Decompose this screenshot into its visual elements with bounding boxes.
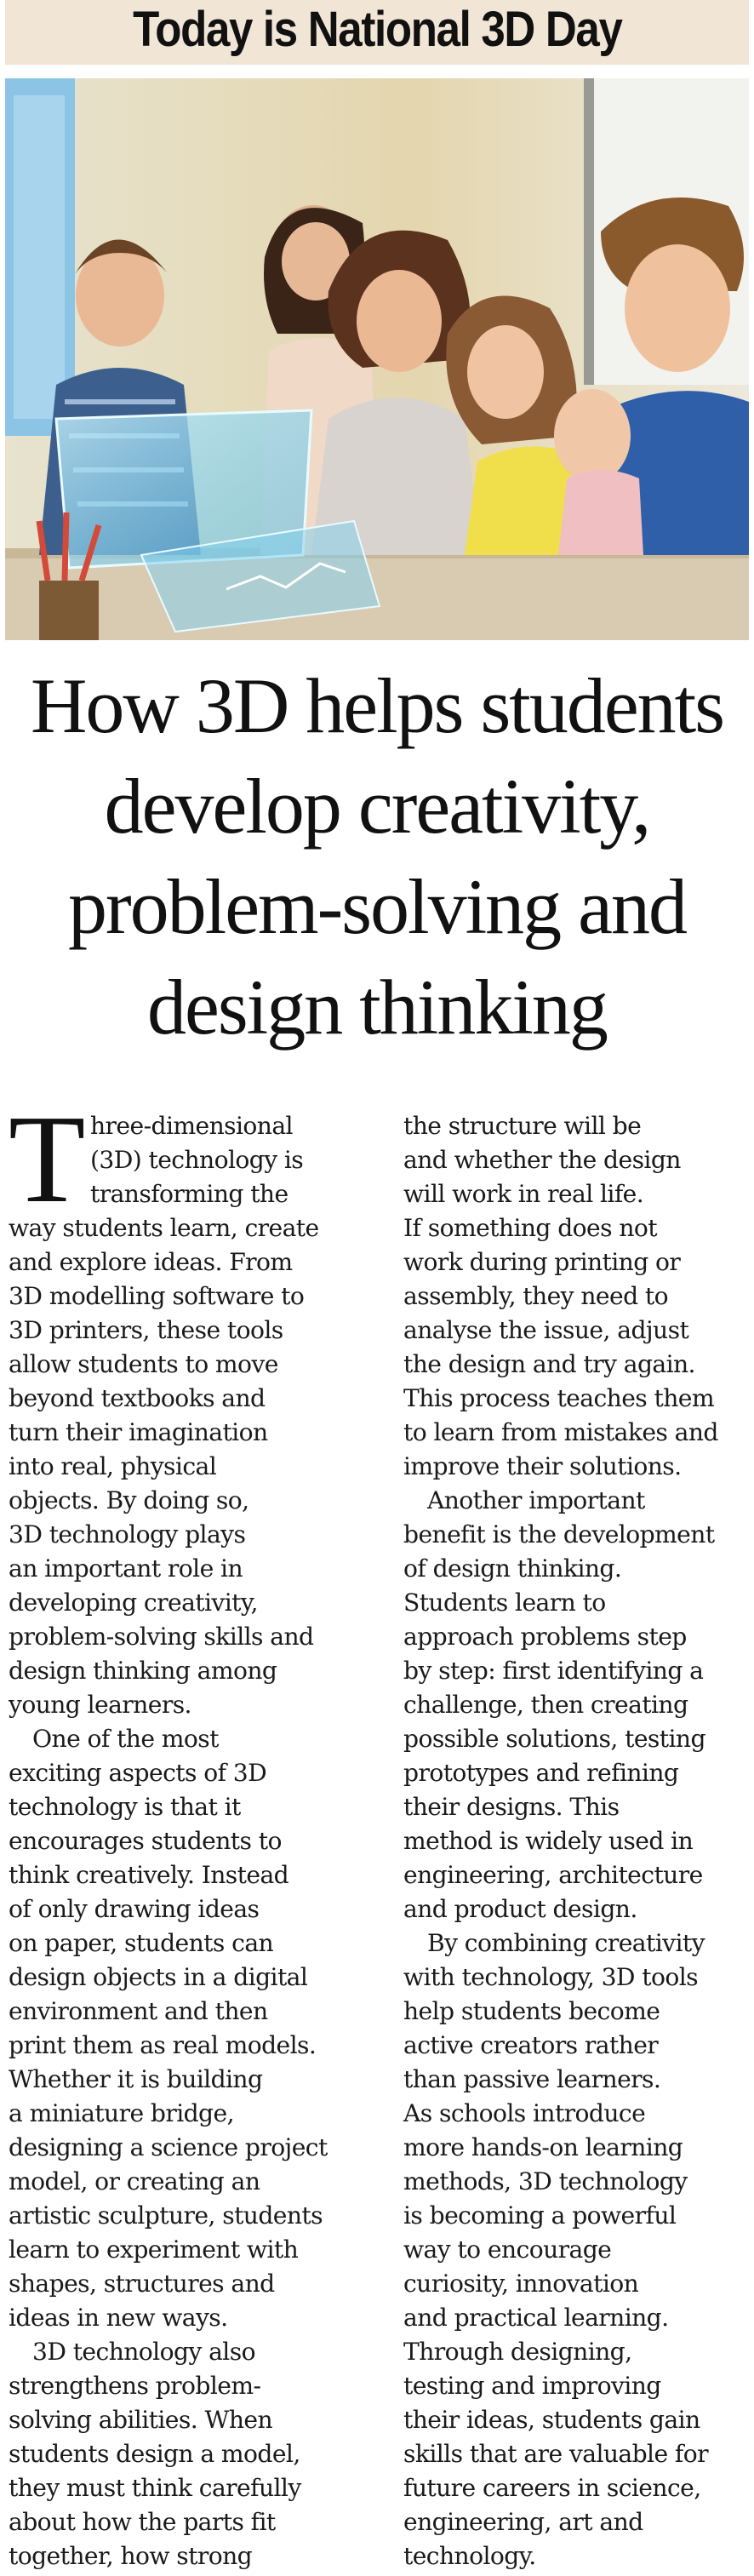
article-text-line: skills that are valuable for	[403, 2440, 708, 2468]
article-text-line: improve their solutions.	[403, 1452, 682, 1480]
article-text-line: developing creativity,	[9, 1589, 258, 1617]
article-text-line: print them as real models.	[9, 2031, 317, 2059]
article-column-left	[9, 1090, 357, 2573]
article-text-line: future careers in science,	[403, 2474, 701, 2502]
article-text-line: 3D printers, these tools	[9, 1316, 283, 1344]
article-text-line: way students learn, create	[9, 1214, 319, 1242]
classroom-photo-illustration	[5, 78, 749, 640]
article-text-line: and product design.	[403, 1895, 637, 1923]
article-text-line: with technology, 3D tools	[403, 1963, 699, 1991]
article-text-line: turn their imagination	[9, 1418, 268, 1446]
article-text-line: This process teaches them	[403, 1384, 714, 1412]
article-text-line: Another important	[427, 1486, 645, 1514]
article-text-line: ideas in new ways.	[9, 2304, 228, 2332]
article-text-line: shapes, structures and	[9, 2270, 275, 2298]
article-text-line: an important role in	[9, 1554, 243, 1583]
article-text-line: approach problems step	[403, 1623, 687, 1651]
headline-line: develop creativity,	[104, 763, 650, 850]
article-text-line: hree-dimensional	[90, 1112, 293, 1140]
article-text-line: beyond textbooks and	[9, 1384, 266, 1412]
article-text-line: exciting aspects of 3D	[9, 1759, 267, 1787]
article-text-line: engineering, art and	[403, 2508, 643, 2536]
article-text-line: engineering, architecture	[403, 1861, 703, 1889]
article-text-line: their ideas, students gain	[403, 2406, 700, 2434]
headline-line: problem-solving and	[68, 863, 686, 950]
headline-line: design thinking	[147, 964, 607, 1050]
article-text-line: If something does not	[403, 1214, 657, 1242]
article-text-line: and practical learning.	[403, 2304, 669, 2332]
article-text-line: transforming the	[90, 1180, 288, 1208]
article-text-line: their designs. This	[403, 1793, 620, 1821]
article-text-line: together, how strong	[9, 2542, 253, 2570]
article-text-line: objects. By doing so,	[9, 1486, 249, 1514]
article-text-line: assembly, they need to	[403, 1282, 668, 1310]
article-text-line: problem-solving skills and	[9, 1623, 314, 1651]
article-text-line: One of the most	[32, 1725, 219, 1753]
article-photo	[5, 78, 749, 640]
article-text-line: benefit is the development	[403, 1520, 715, 1548]
drop-cap: T	[9, 1090, 85, 1229]
article-text-line: is becoming a powerful	[403, 2201, 677, 2230]
article-text-line: and explore ideas. From	[9, 1248, 293, 1276]
article-text-line: analyse the issue, adjust	[403, 1316, 689, 1344]
article-text-line: solving abilities. When	[9, 2406, 273, 2434]
article-text-line: 3D technology plays	[9, 1520, 246, 1548]
article-text-line: technology is that it	[9, 1793, 241, 1821]
article-text-line: 3D modelling software to	[9, 1282, 305, 1310]
article-text-line: into real, physical	[9, 1452, 217, 1480]
banner-title: Today is National 3D Day	[132, 1, 622, 57]
article-text-line: Whether it is building	[9, 2065, 263, 2093]
article-text-line: design thinking among	[9, 1657, 277, 1685]
article-text-line: active creators rather	[403, 2031, 659, 2059]
article-text-line: designing a science project	[9, 2133, 328, 2161]
section-banner	[5, 0, 749, 65]
article-text-line: method is widely used in	[403, 1827, 694, 1855]
article-text-line: and whether the design	[403, 1146, 681, 1174]
article-text-line: of only drawing ideas	[9, 1895, 260, 1923]
article-text-line: environment and then	[9, 1997, 268, 2025]
article-text-line: to learn from mistakes and	[403, 1418, 718, 1446]
article-text-line: strengthens problem-	[9, 2372, 261, 2400]
article-text-line: Students learn to	[403, 1589, 606, 1617]
headline	[0, 655, 754, 1057]
article-text-line: model, or creating an	[9, 2167, 260, 2195]
article-text-line: more hands-on learning	[403, 2133, 683, 2161]
article-text-line: (3D) technology is	[90, 1146, 304, 1174]
article-text-line: of design thinking.	[403, 1554, 622, 1583]
article-text-line: help students become	[403, 1997, 660, 2025]
headline-line: How 3D helps students	[30, 662, 724, 749]
article-text-line: by step: first identifying a	[403, 1657, 704, 1685]
article-text-line: methods, 3D technology	[403, 2167, 688, 2195]
article-text-line: think creatively. Instead	[9, 1861, 289, 1889]
article-text-line: curiosity, innovation	[403, 2270, 639, 2298]
article-text-line: design objects in a digital	[9, 1963, 308, 1991]
article-text-line: allow students to move	[9, 1350, 278, 1378]
article-text-line: artistic sculpture, students	[9, 2201, 323, 2230]
article-text-line: 3D technology also	[32, 2338, 255, 2366]
article-text-line: about how the parts fit	[9, 2508, 276, 2536]
article-text-line: the structure will be	[403, 1112, 642, 1140]
article-text-line: prototypes and refining	[403, 1759, 679, 1787]
article-text-line: Through designing,	[403, 2338, 632, 2366]
article-text-line: technology.	[403, 2542, 536, 2570]
article-text-line: young learners.	[9, 1691, 191, 1719]
article-column-right	[403, 1109, 752, 2573]
article-text-line: the design and try again.	[403, 1350, 695, 1378]
article-text-line: possible solutions, testing	[403, 1725, 705, 1753]
article-text-line: a miniature bridge,	[9, 2099, 234, 2127]
article-text-line: encourages students to	[9, 1827, 282, 1855]
article-text-line: than passive learners.	[403, 2065, 661, 2093]
article-text-line: testing and improving	[403, 2372, 661, 2400]
article-text-line: will work in real life.	[403, 1180, 644, 1208]
article-text-line: they must think carefully	[9, 2474, 301, 2502]
article-text-line: students design a model,	[9, 2440, 300, 2468]
article-text-line: work during printing or	[403, 1248, 681, 1276]
article-text-line: learn to experiment with	[9, 2235, 299, 2264]
article-text-line: on paper, students can	[9, 1929, 274, 1957]
article-text-line: By combining creativity	[427, 1929, 705, 1957]
article-text-line: As schools introduce	[403, 2099, 646, 2127]
article-text-line: way to encourage	[403, 2235, 612, 2264]
article-text-line: challenge, then creating	[403, 1691, 688, 1719]
